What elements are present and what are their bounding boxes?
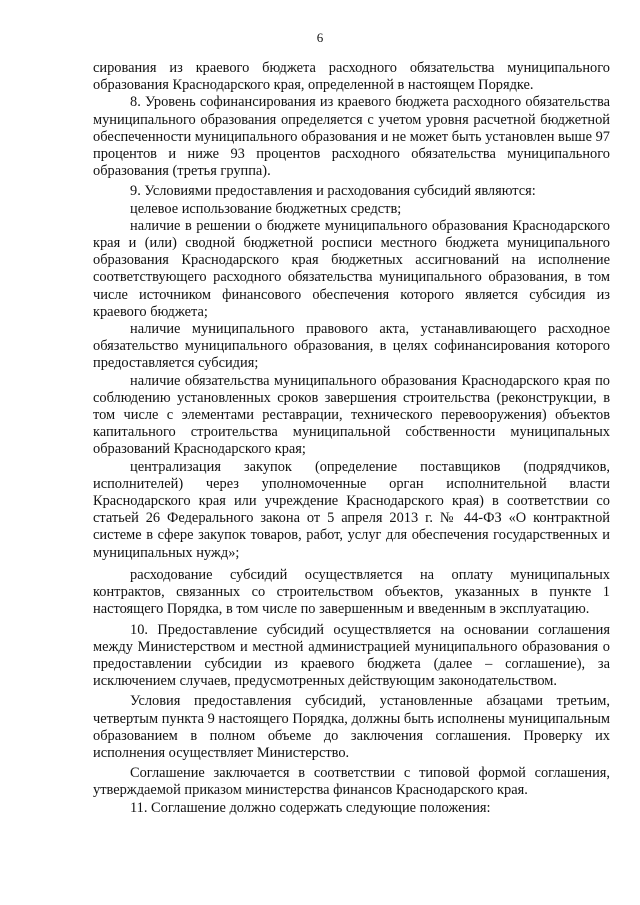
paragraph-condition-6: расходование субсидий осуществляется на оплату муниципальных контрактов, связанных со строительством объектов, указанных в пункте 1 настоящего Порядка, в том числе по завершенным и введенным в эксплуатацию. [93, 566, 610, 618]
paragraph-item-9: 9. Условиями предоставления и расходования субсидий являются: [130, 183, 536, 200]
paragraph-item-10: 10. Предоставление субсидий осуществляется на основании соглашения между Министерством и местной администрацией муниципального образования о предоставлении субсидии из краевого бюджета (далее – соглашение), за исключением случаев, предусмотренных действующим законодательством. [93, 621, 610, 690]
paragraph-conditions-note: Условия предоставления субсидий, установленные абзацами третьим, четвертым пункта 9 настоящего Порядка, должны быть исполнены муниципальным образованием в полном объеме до заключения соглашения. Проверку их исполнения осуществляет Министерство. [93, 693, 610, 761]
paragraph-agreement-form: Соглашение заключается в соответствии с типовой формой соглашения, утверждаемой приказом министерства финансов Краснодарского края. [93, 765, 610, 799]
paragraph-condition-5: централизация закупок (определение поставщиков (подрядчиков, исполнителей) через уполномоченные орган исполнительной власти Краснодарского края или учреждение Краснодарского края) в соответствии со статьей 26 Федерального закона от 5 апреля 2013 г. № 44-ФЗ «О контрактной системе в сфере закупок товаров, работ, услуг для обеспечения государственных и муниципальных нужд»; [93, 458, 610, 561]
paragraph-condition-1: целевое использование бюджетных средств; [130, 200, 402, 217]
paragraph-continuation: сирования из краевого бюджета расходного обязательства муниципального образования Краснодарского края, определенной в настоящем Порядке. [93, 60, 610, 94]
page-number: 6 [316, 30, 324, 45]
paragraph-condition-2: наличие в решении о бюджете муниципального образования Краснодарского края и (или) сводной бюджетной росписи местного бюджета муниципального образования Краснодарского края бюджетных ассигнований на исполнение соответствующего расходного обязательства муниципального образования, в том числе источником финансового обеспечения которого является субсидия из краевого бюджета; [93, 217, 610, 320]
paragraph-item-8: 8. Уровень софинансирования из краевого бюджета расходного обязательства муниципального образования определяется с учетом уровня расчетной бюджетной обеспеченности муниципального образования и не может быть установлен выше 97 процентов и ниже 93 процентов расходного обязательства муниципального образования (третья группа). [93, 94, 610, 180]
paragraph-condition-4: наличие обязательства муниципального образования Краснодарского края по соблюдению установленных сроков завершения строительства (реконструкции, в том числе с элементами реставрации, технического перевооружения) объектов капитального строительства муниципальной собственности муниципальных образований Краснодарского края; [93, 372, 610, 458]
document-body [93, 60, 610, 817]
paragraph-item-11: 11. Соглашение должно содержать следующие положения: [130, 799, 491, 816]
paragraph-condition-3: наличие муниципального правового акта, устанавливающего расходное обязательство муниципального образования, в целях софинансирования которого предоставляется субсидия; [93, 321, 610, 372]
